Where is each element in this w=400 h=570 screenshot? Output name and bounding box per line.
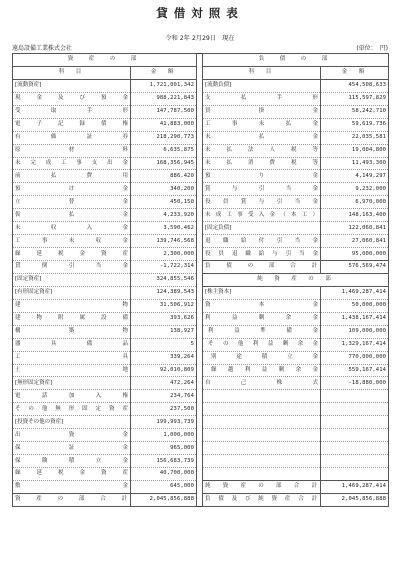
liability-account-label: 未払消費税等 bbox=[203, 157, 321, 170]
liability-amount: 11,493,300 bbox=[321, 157, 389, 170]
table-row bbox=[13, 299, 389, 312]
table-row bbox=[13, 92, 389, 105]
liability-amount: 559,167,414 bbox=[321, 364, 389, 377]
liability-amount: 148,163,400 bbox=[321, 209, 389, 222]
asset-account-label: 工事未収金 bbox=[13, 235, 131, 248]
asset-account-label: 敷金 bbox=[13, 480, 131, 493]
liability-account-label: 未成工事受入金（本工） bbox=[203, 209, 321, 222]
liability-account-label: 工事未払金 bbox=[203, 118, 321, 131]
liability-account-label: 未払法人税等 bbox=[203, 144, 321, 157]
liability-amount bbox=[321, 403, 389, 416]
asset-amount: 1,000,000 bbox=[131, 429, 197, 442]
liability-account-label: 未払金 bbox=[203, 131, 321, 144]
table-row bbox=[13, 403, 389, 416]
asset-amount: 340,200 bbox=[131, 183, 197, 196]
liability-amount: 1,469,287,414 bbox=[321, 480, 389, 493]
asset-account-label: 未完成工事支出金 bbox=[13, 157, 131, 170]
liability-account-label: 純資産の部合計 bbox=[203, 480, 321, 493]
asset-account-label: [投資その他の資産] bbox=[13, 416, 131, 429]
asset-account-label: [無形固定資産] bbox=[13, 377, 131, 390]
asset-amount: 324,855,546 bbox=[131, 273, 197, 286]
asset-account-label: 繰延税金資産 bbox=[13, 468, 131, 481]
liability-account-label: 預り金 bbox=[203, 170, 321, 183]
asset-account-label: 原材料 bbox=[13, 144, 131, 157]
table-row bbox=[13, 235, 389, 248]
table-row bbox=[13, 455, 389, 468]
asset-account-label: 受取手形 bbox=[13, 105, 131, 118]
liability-amount: 9,232,000 bbox=[321, 183, 389, 196]
balance-sheet-body bbox=[13, 54, 389, 507]
asset-amount: 965,000 bbox=[131, 442, 197, 455]
table-row bbox=[13, 196, 389, 209]
liability-account-label bbox=[203, 429, 321, 442]
liability-account-label: [株主資本] bbox=[203, 286, 321, 299]
report-date: 令和 2年 2月29日 現在 bbox=[165, 35, 235, 42]
liability-account-label: 支払手形 bbox=[203, 92, 321, 105]
liability-amount: 115,597,829 bbox=[321, 92, 389, 105]
section-header-row bbox=[13, 54, 389, 67]
asset-account-label: 繰延税金資産 bbox=[13, 248, 131, 261]
liabilities-section-header: 負 債 の 部 bbox=[203, 54, 389, 67]
liability-amount: 454,508,633 bbox=[321, 79, 389, 92]
asset-account-label: 保証金 bbox=[13, 442, 131, 455]
liability-account-label: 役員退職給与引当金 bbox=[203, 248, 321, 261]
table-row bbox=[13, 377, 389, 390]
asset-account-label: 工具 bbox=[13, 351, 131, 364]
liability-amount: 58,242,710 bbox=[321, 105, 389, 118]
asset-amount: 218,290,773 bbox=[131, 131, 197, 144]
asset-account-label: その他無形固定資産 bbox=[13, 403, 131, 416]
liability-account-label: 退職給付引当金 bbox=[203, 235, 321, 248]
table-row bbox=[13, 209, 389, 222]
asset-account-label: 貸倒引当金 bbox=[13, 261, 131, 274]
table-row bbox=[13, 170, 389, 183]
table-row bbox=[13, 183, 389, 196]
asset-amount: 138,927 bbox=[131, 325, 197, 338]
liability-account-label: 負債の部合計 bbox=[203, 261, 321, 274]
assets-section-header: 資 産 の 部 bbox=[13, 54, 197, 67]
asset-account-label: 仮払金 bbox=[13, 209, 131, 222]
asset-account-label: [固定資産] bbox=[13, 273, 131, 286]
table-row bbox=[13, 312, 389, 325]
asset-amount: 139,746,568 bbox=[131, 235, 197, 248]
asset-amount: 41,883,000 bbox=[131, 118, 197, 131]
liability-account-label: 資本金 bbox=[203, 299, 321, 312]
asset-amount: 92,010,809 bbox=[131, 364, 197, 377]
table-row bbox=[13, 364, 389, 377]
liability-amount bbox=[321, 468, 389, 481]
table-row bbox=[13, 273, 389, 286]
liability-amount: 59,619,736 bbox=[321, 118, 389, 131]
asset-amount: 339,264 bbox=[131, 351, 197, 364]
asset-amount: 886,420 bbox=[131, 170, 197, 183]
asset-amount: 3,590,462 bbox=[131, 222, 197, 235]
liability-account-label bbox=[203, 468, 321, 481]
asset-account-label: 土地 bbox=[13, 364, 131, 377]
liability-amount: 1,438,167,414 bbox=[321, 312, 389, 325]
asset-amount: 31,506,912 bbox=[131, 299, 197, 312]
assets-amount-header: 金 額 bbox=[131, 66, 197, 79]
table-row bbox=[13, 248, 389, 261]
asset-account-label: 資産の部合計 bbox=[13, 493, 131, 506]
asset-account-label: 現金及び預金 bbox=[13, 92, 131, 105]
liability-amount: 1,469,287,414 bbox=[321, 286, 389, 299]
asset-account-label: 建物附属設備 bbox=[13, 312, 131, 325]
asset-amount: 5 bbox=[131, 338, 197, 351]
asset-amount: 988,221,843 bbox=[131, 92, 197, 105]
liability-amount bbox=[321, 416, 389, 429]
liability-amount: 576,569,474 bbox=[321, 261, 389, 274]
liability-account-label bbox=[203, 390, 321, 403]
liability-account-label: [流動負債] bbox=[203, 79, 321, 92]
liability-amount: 22,035,581 bbox=[321, 131, 389, 144]
asset-amount: -1,722,314 bbox=[131, 261, 197, 274]
asset-account-label: 電子記録債権 bbox=[13, 118, 131, 131]
table-row bbox=[13, 480, 389, 493]
liability-amount: 27,060,841 bbox=[321, 235, 389, 248]
asset-amount: 40,700,000 bbox=[131, 468, 197, 481]
table-row bbox=[13, 442, 389, 455]
liability-amount bbox=[321, 455, 389, 468]
asset-amount: 1,721,001,342 bbox=[131, 79, 197, 92]
column-header-row bbox=[13, 66, 389, 79]
table-row bbox=[13, 338, 389, 351]
asset-account-label: 構築物 bbox=[13, 325, 131, 338]
table-row bbox=[13, 351, 389, 364]
liability-amount: 6,970,000 bbox=[321, 196, 389, 209]
table-row bbox=[13, 325, 389, 338]
table-row bbox=[13, 468, 389, 481]
asset-amount: 393,626 bbox=[131, 312, 197, 325]
asset-amount: 472,264 bbox=[131, 377, 197, 390]
liability-amount: -18,880,000 bbox=[321, 377, 389, 390]
liability-account-label: 繰越利益剰余金 bbox=[203, 364, 321, 377]
liability-account-label bbox=[203, 403, 321, 416]
table-row bbox=[13, 261, 389, 274]
liability-amount: 4,149,297 bbox=[321, 170, 389, 183]
liability-account-label bbox=[203, 416, 321, 429]
asset-account-label: 出資金 bbox=[13, 429, 131, 442]
liability-account-label: 買掛金 bbox=[203, 105, 321, 118]
liability-account-label: 別途積立金 bbox=[203, 351, 321, 364]
liability-amount bbox=[321, 429, 389, 442]
asset-amount: 156,683,739 bbox=[131, 455, 197, 468]
asset-account-label: [流動資産] bbox=[13, 79, 131, 92]
asset-account-label: 立替金 bbox=[13, 196, 131, 209]
asset-account-label: 預け金 bbox=[13, 183, 131, 196]
asset-account-label: 器具備品 bbox=[13, 338, 131, 351]
liability-amount: 95,000,000 bbox=[321, 248, 389, 261]
liability-account-label: 利益剰余金 bbox=[203, 312, 321, 325]
liability-account-label: 利益準備金 bbox=[203, 325, 321, 338]
table-row bbox=[13, 144, 389, 157]
company-name: 遠島設備工業株式会社 bbox=[12, 45, 73, 52]
asset-amount: 237,500 bbox=[131, 403, 197, 416]
asset-account-label: 建物 bbox=[13, 299, 131, 312]
asset-amount: 4,233,920 bbox=[131, 209, 197, 222]
liability-account-label: 負債及び純資産合計 bbox=[203, 493, 321, 506]
liability-amount bbox=[321, 390, 389, 403]
liability-amount: 770,000,000 bbox=[321, 351, 389, 364]
liability-amount: 50,000,000 bbox=[321, 299, 389, 312]
table-row bbox=[13, 157, 389, 170]
table-row bbox=[13, 416, 389, 429]
asset-account-label: 有価証券 bbox=[13, 131, 131, 144]
asset-amount: 2,045,856,888 bbox=[131, 493, 197, 506]
table-row bbox=[13, 79, 389, 92]
asset-account-label: 前払費用 bbox=[13, 170, 131, 183]
asset-amount: 450,150 bbox=[131, 196, 197, 209]
table-row bbox=[13, 118, 389, 131]
liability-account-label: [固定負債] bbox=[203, 222, 321, 235]
asset-account-label: 未収入金 bbox=[13, 222, 131, 235]
asset-account-label: [有形固定資産] bbox=[13, 286, 131, 299]
table-row bbox=[13, 286, 389, 299]
asset-amount: 2,300,000 bbox=[131, 248, 197, 261]
asset-amount: 645,000 bbox=[131, 480, 197, 493]
net-assets-section-header: 純 資 産 の 部 bbox=[203, 273, 389, 286]
document-title: 貸借対照表 bbox=[156, 6, 244, 20]
asset-amount: 124,389,543 bbox=[131, 286, 197, 299]
liability-amount: 2,045,856,888 bbox=[321, 493, 389, 506]
liability-account-label: 賞与引当金 bbox=[203, 183, 321, 196]
liability-account-label bbox=[203, 442, 321, 455]
liability-account-label: その他利益剰余金 bbox=[203, 338, 321, 351]
unit-label: (単位： 円) bbox=[356, 45, 388, 52]
liabilities-subject-header: 科 目 bbox=[203, 66, 321, 79]
table-row bbox=[13, 105, 389, 118]
liabilities-amount-header: 金 額 bbox=[321, 66, 389, 79]
liability-account-label: 自己株式 bbox=[203, 377, 321, 390]
liability-amount: 109,000,000 bbox=[321, 325, 389, 338]
asset-amount: 234,764 bbox=[131, 390, 197, 403]
table-row bbox=[13, 390, 389, 403]
liability-amount: 122,060,841 bbox=[321, 222, 389, 235]
liability-account-label bbox=[203, 455, 321, 468]
table-row bbox=[13, 493, 389, 506]
asset-account-label: 保険積立金 bbox=[13, 455, 131, 468]
liability-account-label: 役員賞与引当金 bbox=[203, 196, 321, 209]
table-row bbox=[13, 429, 389, 442]
asset-amount: 168,356,945 bbox=[131, 157, 197, 170]
liability-amount: 19,004,800 bbox=[321, 144, 389, 157]
asset-amount: 199,993,739 bbox=[131, 416, 197, 429]
asset-amount: 6,635,875 bbox=[131, 144, 197, 157]
asset-account-label: 電話加入権 bbox=[13, 390, 131, 403]
liability-amount: 1,329,167,414 bbox=[321, 338, 389, 351]
balance-sheet-table bbox=[12, 53, 389, 507]
table-row bbox=[13, 222, 389, 235]
asset-amount: 147,787,500 bbox=[131, 105, 197, 118]
table-row bbox=[13, 131, 389, 144]
assets-subject-header: 科 目 bbox=[13, 66, 131, 79]
liability-amount bbox=[321, 442, 389, 455]
